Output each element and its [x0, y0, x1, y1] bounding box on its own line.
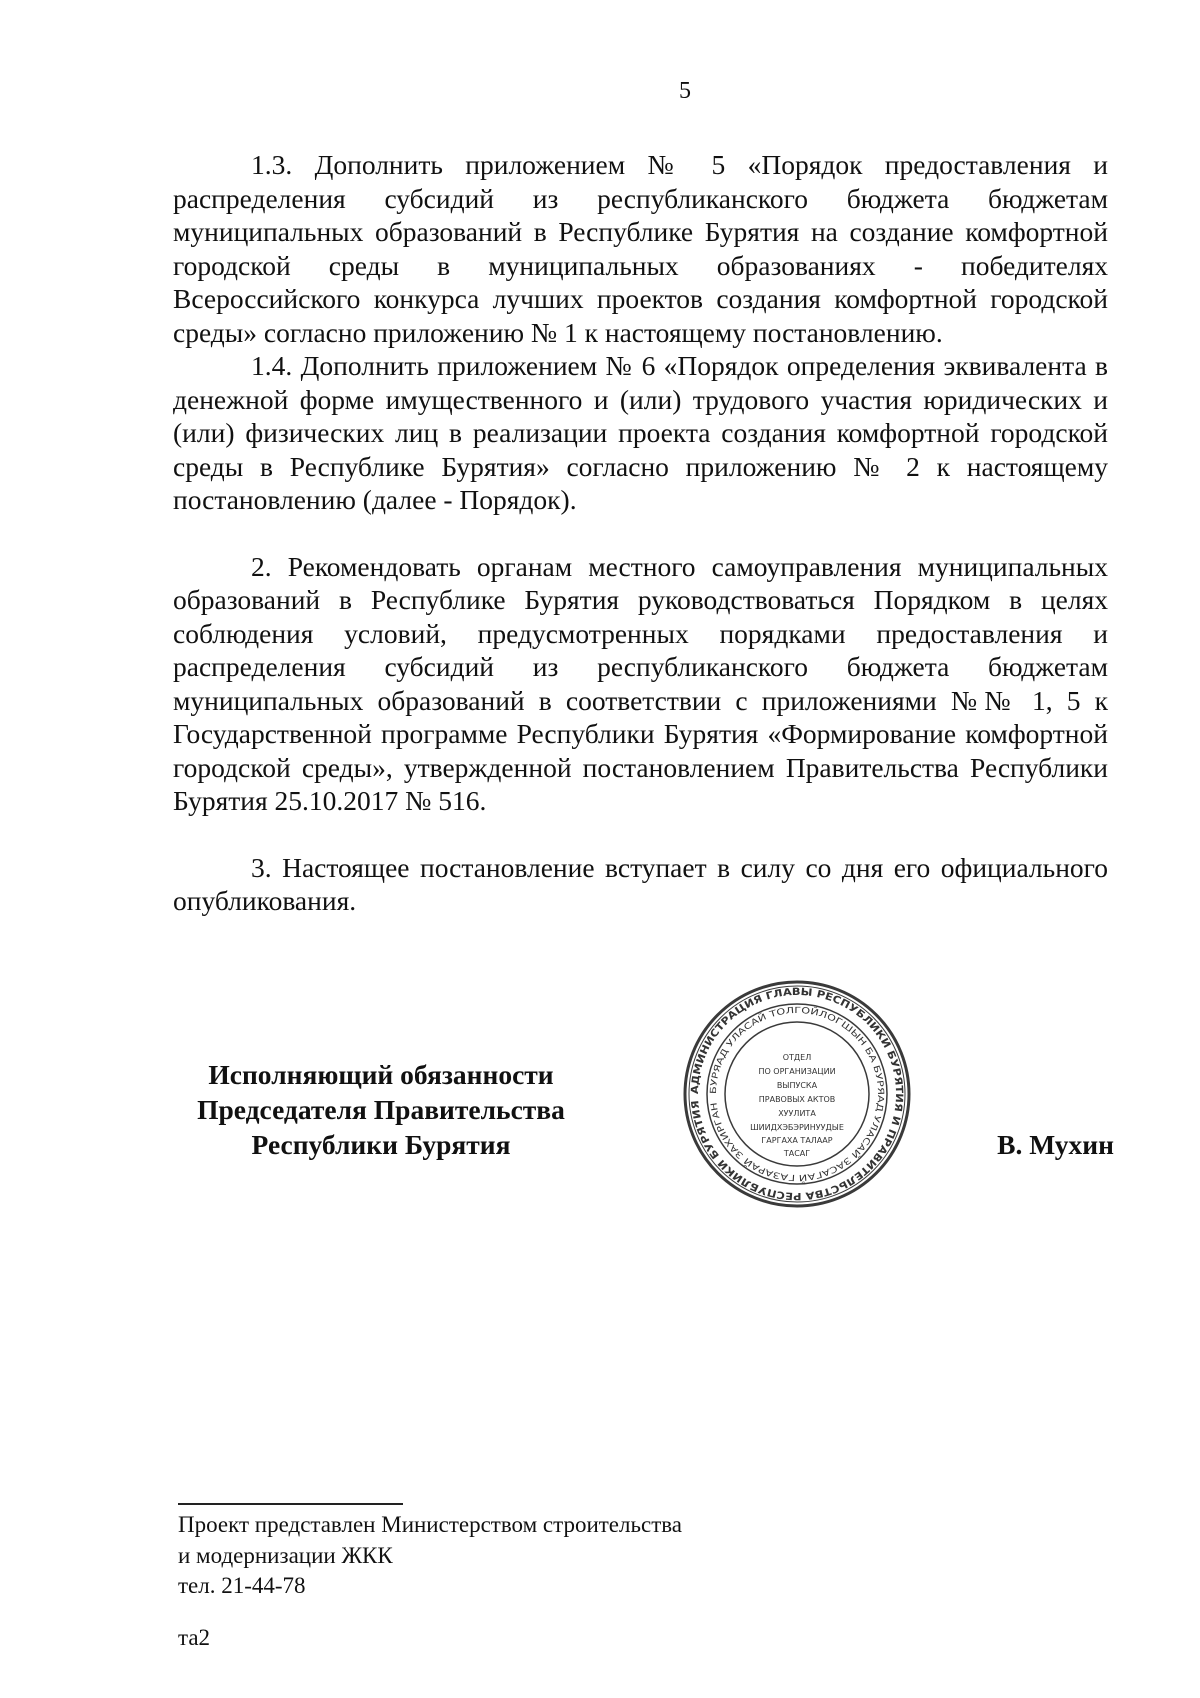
seal-center-line: ПО ОРГАНИЗАЦИИ: [758, 1067, 836, 1076]
seal-center-line: ВЫПУСКА: [776, 1081, 818, 1090]
body-text: [173, 148, 1108, 918]
footer-line: Проект представлен Министерством строительства: [178, 1512, 683, 1537]
footer-note: [178, 1510, 682, 1602]
seal-center-line: ПРАВОВЫХ АКТОВ: [758, 1095, 836, 1104]
signatory-position-line: Исполняющий обязанности: [208, 1059, 554, 1090]
seal-center-line: ХУУЛИТА: [778, 1109, 816, 1118]
signatory-name: В. Мухин: [997, 1129, 1114, 1160]
footer-line: тел. 21-44-78: [178, 1573, 306, 1598]
page-number: 5: [679, 78, 691, 104]
svg-text:АДМИНИСТРАЦИЯ ГЛАВЫ РЕСПУБЛИКИ: [690, 987, 904, 1201]
seal-center-line: ОТДЕЛ: [782, 1053, 812, 1062]
footer-line: и модернизации ЖКК: [178, 1542, 393, 1568]
paragraph-1-4: 1.4. Дополнить приложением № 6 «Порядок определения эквивалента в денежной форме имущественного и (или) трудового участия юридических и (или) физических лиц в реализации проекта создания комфортной городской среды в Республике Бурятия» согласно приложению № 2 к настоящему постановлению (далее - Порядок).: [173, 350, 1108, 515]
signatory-position-line: Председателя Правительства: [197, 1094, 565, 1125]
signatory-position-line: Республики Бурятия: [251, 1129, 511, 1160]
paragraph-3: 3. Настоящее постановление вступает в силу со дня его официального опубликования.: [173, 851, 1108, 916]
seal-center-line: ТАСАГ: [783, 1149, 811, 1158]
paragraph-1-3: 1.3. Дополнить приложением № 5 «Порядок предоставления и распределения субсидий из республиканского бюджета бюджетам муниципальных образований в Республике Бурятия на создание комфортной городской среды в муниципальных образованиях - победителях Всероссийского конкурса лучших проектов создания комфортной городской среды» согласно приложению № 1 к настоящему постановлению.: [173, 149, 1108, 348]
seal-center-line: ГАРГАХА ТАЛААР: [761, 1136, 833, 1145]
typist-code: та2: [178, 1625, 211, 1650]
paragraph-2: 2. Рекомендовать органам местного самоуправления муниципальных образований в Республике Бурятия руководствоваться Порядком в целях соблюдения условий, предусмотренных порядками предоставления и распределения субсидий из республиканского бюджета бюджетам муниципальных образований в соответствии с приложениями №№ 1, 5 к Государственной программе Республики Бурятия «Формирование комфортной городской среды», утвержденной постановлением Правительства Республики Бурятия 25.10.2017 № 516.: [173, 550, 1108, 816]
signatory-position: [170, 1057, 592, 1162]
seal-inner-ring-text: БУРЯАД УЛАСАЙ ТОЛГОЙЛОГШЫН БА БУРЯАД УЛАСАЙ ЗАСАГАЙ ГАЗАРАЙ ЗАХИРГАН: [708, 1005, 886, 1183]
footer-divider: [178, 1503, 403, 1505]
seal-outer-ring-text: АДМИНИСТРАЦИЯ ГЛАВЫ РЕСПУБЛИКИ БУРЯТИЯ И ПРАВИТЕЛЬСТВА РЕСПУБЛИКИ БУРЯТИЯ: [689, 986, 905, 1202]
official-seal-stamp: [682, 979, 912, 1209]
seal-center-line: ШИИДХЭБЭРИНУУДЫЕ: [750, 1123, 844, 1132]
